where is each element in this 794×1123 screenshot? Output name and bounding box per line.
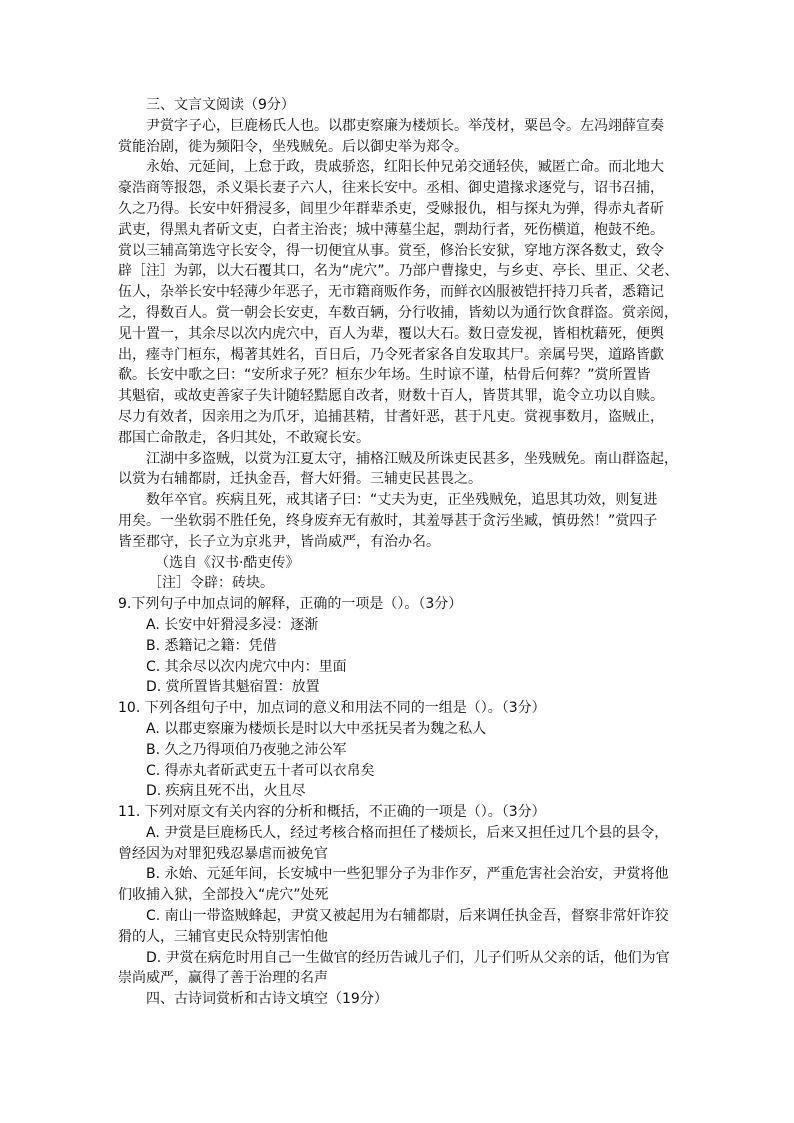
footnote: ［注］令辟：砖块。	[148, 575, 274, 592]
passage-line: 郡国亡命散走，各归其处，不敢窥长安。	[118, 429, 370, 446]
question-11: 11. 下列对原文有关内容的分析和概括，不正确的一项是（）。（3分）	[118, 804, 546, 821]
passage-line: 永始、元延间，上怠于政，贵戚骄恣，红阳长仲兄弟交通轻侠，臧匿亡命。而北地大	[146, 159, 664, 176]
passage-line: 赏以三辅高第选守长安令，得一切便宜从事。赏至，修治长安狱，穿地方深各数丈，致令	[118, 242, 664, 259]
passage-line: 豪浩商等报怨，杀义渠长妻子六人，往来长安中。丞相、御史遣掾求逐党与，诏书召捕，	[118, 180, 664, 197]
q9-option-b: B. 悉籍记之籍：凭借	[146, 637, 277, 654]
q11-option-b-cont: 们收捕入狱，全部投入“虎穴”处死	[118, 887, 329, 904]
passage-line: 尽力有效者，因亲用之为爪牙，追捕甚精，甘耆奸恶，甚于凡吏。赏视事数月，盗贼止，	[118, 408, 664, 425]
q11-option-d-cont: 崇尚威严，赢得了善于治理的名声	[118, 970, 328, 987]
section-heading: 三、文言文阅读（9分）	[146, 97, 295, 113]
passage-line: 武吏，得黑丸者斫文吏，白者主治丧；城中薄墓尘起，剽劫行者，死伤横道，枹鼓不绝。	[118, 221, 664, 238]
passage-line: 其魁宿，或故吏善家子失计随轻黠愿自改者，财数十百人，皆贳其罪，诡令立功以自赎。	[118, 388, 664, 405]
passage-line: 尹赏字子心，巨鹿杨氏人也。以郡吏察廉为楼烦长。举茂材，粟邑令。左冯翊薛宣奏	[146, 117, 664, 134]
q10-option-d: D. 疾病且死不出，火且尽	[146, 783, 306, 800]
passage-line: 出，瘗寺门桓东，楬著其姓名，百日后，乃令死者家各自发取其尸。亲属号哭，道路皆歔	[118, 346, 664, 363]
source-citation: （选自《汉书·酷吏传》	[155, 554, 300, 571]
passage-line: 久之乃得。长安中奸猾浸多，闾里少年群辈杀吏，受赇报仇，相与探丸为弹，得赤丸者斫	[118, 200, 664, 217]
passage-line: 用矣。一坐软弱不胜任免，终身废弃无有赦时，其羞辱甚于贪污坐臧，慎毋然！”赏四子	[118, 512, 658, 529]
q10-option-a: A. 以郡吏察廉为楼烦长是时以大中丞抚吴者为魏之私人	[146, 720, 487, 737]
q10-option-c: C. 得赤丸者斫武吏五十者可以衣帛矣	[146, 762, 375, 779]
section-heading: 四、古诗词赏析和古诗文填空（19分）	[146, 991, 388, 1008]
passage-line: 数年卒官。疾病且死，戒其诸子曰：“丈夫为吏，正坐残贼免，追思其功效，则复进	[146, 492, 658, 509]
q11-option-c-cont: 猾的人，三辅官吏民众特别害怕他	[118, 928, 328, 945]
q11-option-d: D. 尹赏在病危时用自己一生做官的经历告诫儿子们，儿子们听从父亲的话，他们为官	[146, 949, 670, 966]
document-page	[118, 95, 682, 1010]
q9-option-a: A. 长安中奸猾浸多浸：逐渐	[146, 616, 319, 633]
q11-option-a: A. 尹赏是巨鹿杨氏人，经过考核合格而担任了楼烦长，后来又担任过几个县的县令，	[146, 824, 669, 841]
q9-option-c: C. 其余尽以次内虎穴中内：里面	[146, 658, 347, 675]
passage-line: 之，得数百人。赏一朝会长安吏，车数百辆，分行收捕，皆劾以为通行饮食群盗。赏亲阅，	[118, 304, 678, 321]
passage-line: 皆至郡守，长子立为京兆尹，皆尚威严，有治办名。	[118, 533, 440, 550]
question-9: 9.下列句子中加点词的解释，正确的一项是（）。（3分）	[118, 596, 463, 613]
q11-option-a-cont: 曾经因为对罪犯残忍暴虐而被免官	[118, 845, 328, 862]
passage-line: 见十置一，其余尽以次内虎穴中，百人为辈，覆以大石。数日壹发视，皆相枕藉死，便舆	[118, 325, 664, 342]
q11-option-b: B. 永始、元延年间，长安城中一些犯罪分子为非作歹，严重危害社会治安，尹赏将他	[146, 866, 669, 883]
passage-line: 辟［注］为郭，以大石覆其口，名为“虎穴”。乃部户曹掾史，与乡吏、亭长、里正、父老、	[118, 263, 679, 280]
q9-option-d: D. 赏所置皆其魁宿置：放置	[146, 679, 320, 696]
q11-option-c: C. 南山一带盗贼蜂起，尹赏又被起用为右辅都尉，后来调任执金吾，督察非常奸诈狡	[146, 908, 669, 925]
passage-line: 江湖中多盗贼，以赏为江夏太守，捕格江贼及所诛吏民甚多，坐残贼免。南山群盗起，	[146, 450, 678, 467]
passage-line: 赏能治剧，徙为频阳令，坐残贼免。后以御史举为郑令。	[118, 138, 468, 155]
q10-option-b: B. 久之乃得项伯乃夜驰之沛公军	[146, 741, 347, 758]
passage-line: 伍人，杂举长安中轻薄少年恶子，无市籍商贩作务，而鲜衣凶服被铠扞持刀兵者，悉籍记	[118, 284, 664, 301]
passage-line: 以赏为右辅都尉，迁执金吾，督大奸猾。三辅吏民甚畏之。	[118, 471, 482, 488]
question-10: 10. 下列各组句子中，加点词的意义和用法不同的一组是（）。（3分）	[118, 700, 546, 717]
passage-line: 欷。长安中歌之曰：“安所求子死？桓东少年场。生时谅不谨，枯骨后何葬？”赏所置皆	[118, 367, 651, 384]
